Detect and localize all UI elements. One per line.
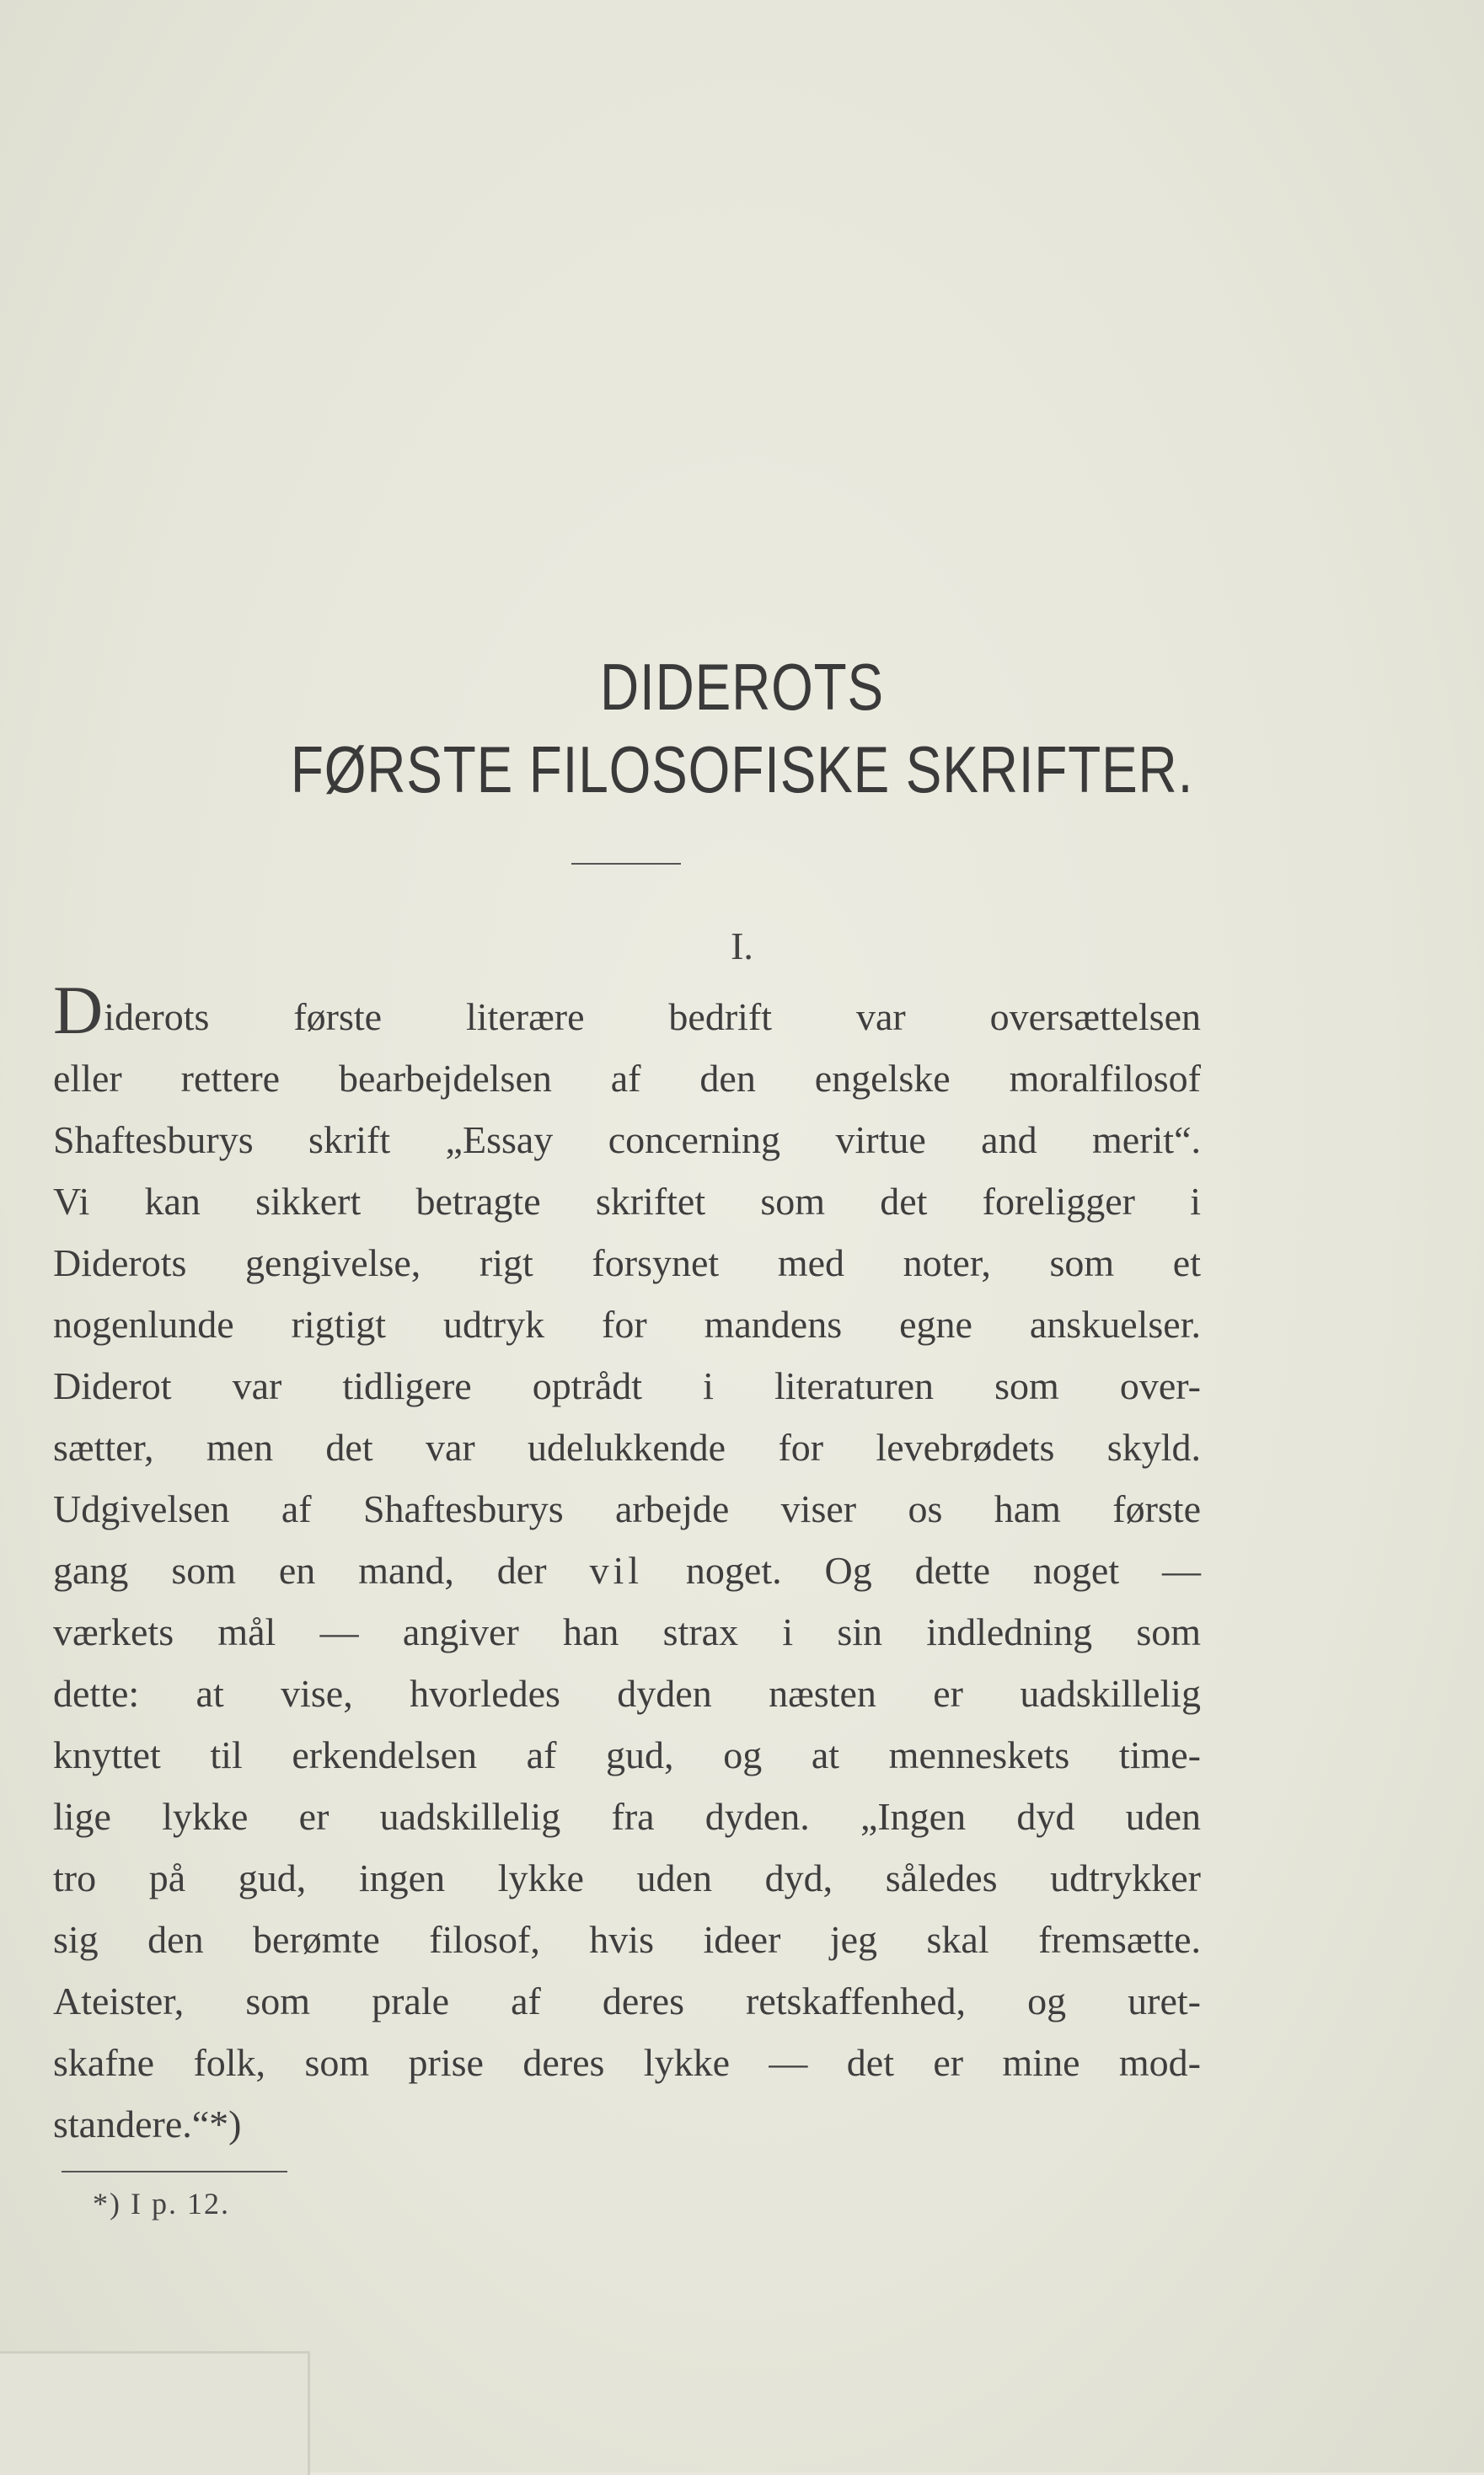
text-line: Ateister, som prale af deres retskaffenhed, og uret- — [53, 1979, 1201, 2022]
text-line: Udgivelsen af Shaftesburys arbejde viser os ham første — [53, 1487, 1201, 1530]
text-line: Diderots første literære bedrift var oversættelsen — [53, 972, 1201, 1048]
text-line: skafne folk, som prise deres lykke — det er mine mod- — [53, 2041, 1201, 2084]
paper-repair-patch — [0, 2351, 310, 2475]
drop-cap: D — [53, 972, 104, 1048]
body-paragraph — [53, 972, 1201, 2155]
section-number: I. — [731, 924, 753, 967]
text-line: lige lykke er uadskillelig fra dyden. „Ingen dyd uden — [53, 1795, 1201, 1838]
text-line: knyttet til erkendelsen af gud, og at menneskets time- — [53, 1733, 1201, 1776]
text-line: Diderot var tidligere optrådt i literaturen som over- — [53, 1364, 1201, 1407]
text-line: dette: at vise, hvorledes dyden næsten er uadskillelig — [53, 1672, 1201, 1715]
text-line: Vi kan sikkert betragte skriftet som det foreligger i — [53, 1180, 1201, 1223]
footnote-divider — [62, 2171, 287, 2172]
text-line: gang som en mand, der vil noget. Og dette noget — — [53, 1549, 1201, 1592]
footnote: *) I p. 12. — [93, 2187, 230, 2221]
text-line: tro på gud, ingen lykke uden dyd, således udtrykker — [53, 1856, 1201, 1899]
title-line-1: DIDEROTS — [599, 650, 885, 724]
text-line: Shaftesburys skrift „Essay concerning virtue and merit“. — [53, 1118, 1201, 1161]
text-line: sætter, men det var udelukkende for levebrødets skyld. — [53, 1426, 1201, 1469]
title-divider — [571, 863, 681, 865]
text-line: eller rettere bearbejdelsen af den engelske moralfilosof — [53, 1057, 1201, 1100]
text-line: værkets mål — angiver han strax i sin indledning som — [53, 1610, 1201, 1653]
text-line: nogenlunde rigtigt udtryk for mandens egne anskuelser. — [53, 1303, 1201, 1346]
emphasis-word: vil — [589, 1549, 643, 1592]
title-line-2: FØRSTE FILOSOFISKE SKRIFTER. — [290, 732, 1194, 806]
text-line: sig den berømte filosof, hvis ideer jeg skal fremsætte. — [53, 1918, 1201, 1961]
text-line: Diderots gengivelse, rigt forsynet med noter, som et — [53, 1241, 1201, 1284]
text-line: standere.“*) — [53, 2103, 242, 2146]
